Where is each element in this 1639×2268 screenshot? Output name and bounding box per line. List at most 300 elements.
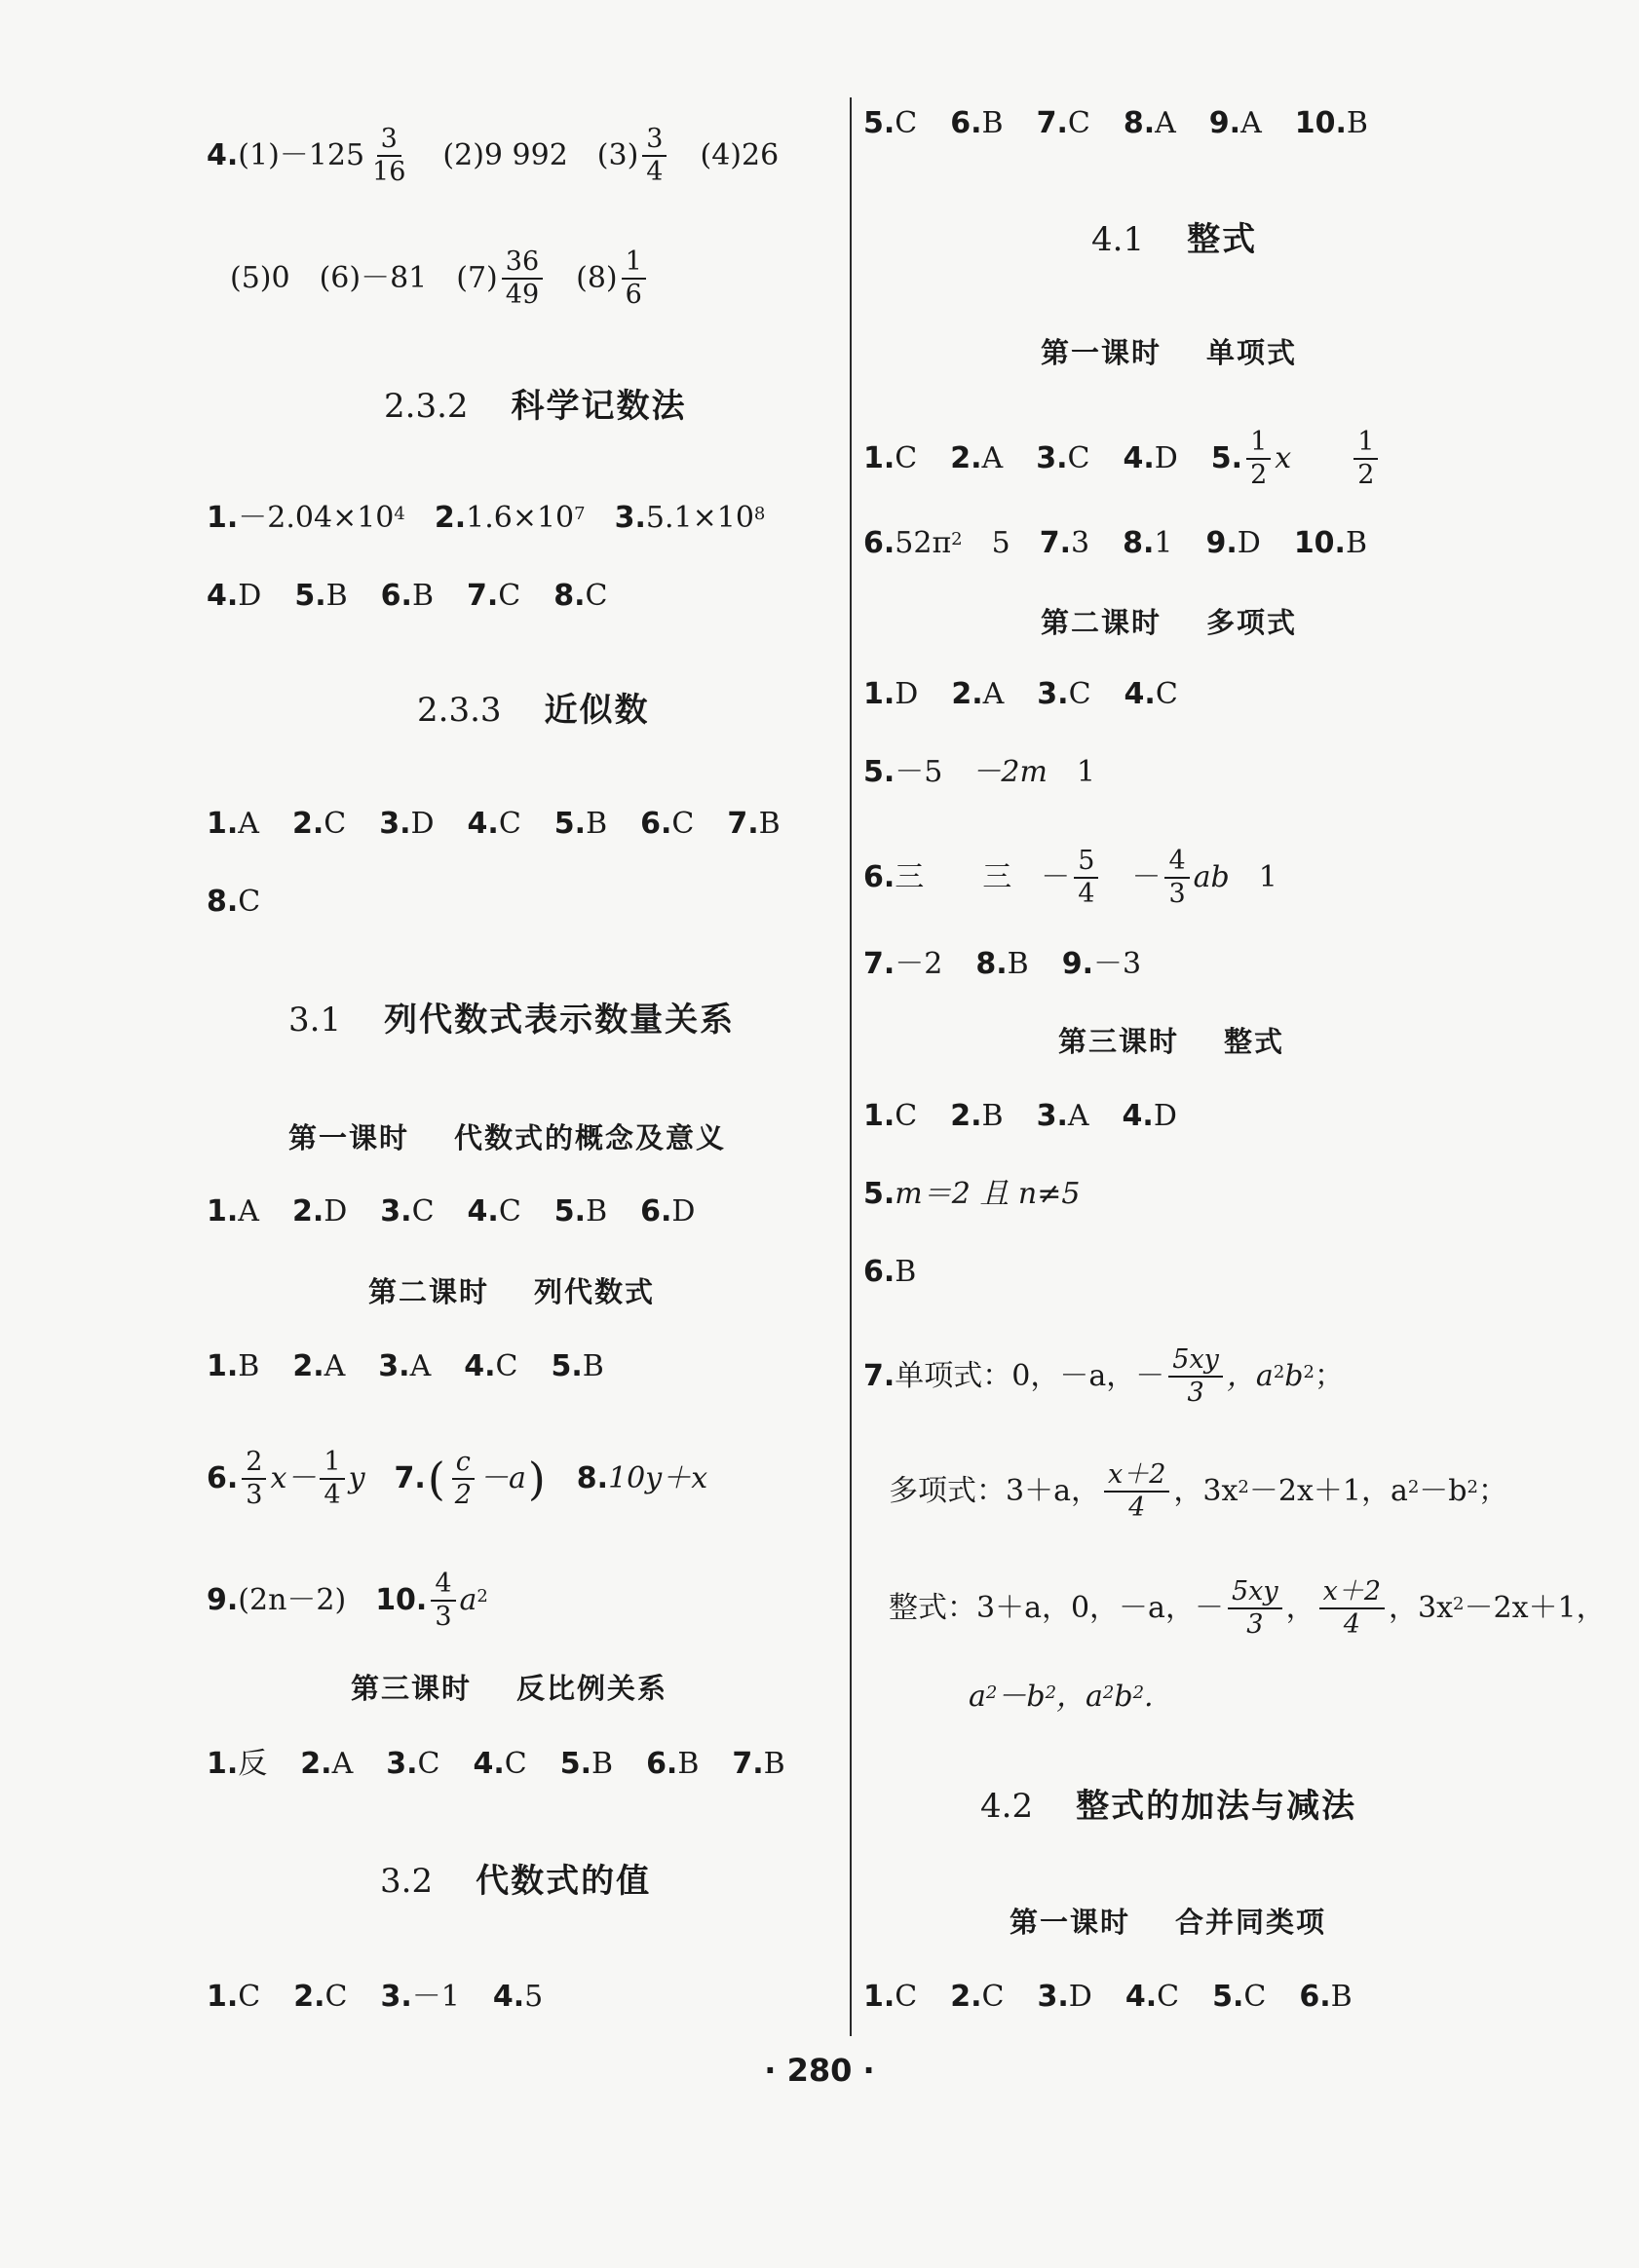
answer-text: b <box>1284 1359 1304 1393</box>
left-sci-row2 <box>207 577 641 616</box>
lesson-title: 多项式 <box>1206 606 1298 639</box>
numerator: 3 <box>377 124 401 157</box>
answer-text: ； <box>1477 1474 1507 1508</box>
question-number: 3. <box>380 1980 412 2014</box>
answer-text: D <box>238 579 262 613</box>
answer-text: b <box>1114 1680 1133 1714</box>
fraction <box>1228 1576 1282 1641</box>
fraction <box>1104 1459 1169 1524</box>
question-number: 4. <box>473 1747 505 1781</box>
section-number: 2.3.3 <box>417 691 502 730</box>
left-l2-row3: 9. (2n－2) 10. $\frac{4}{3}$ a $^2$ <box>207 1569 488 1632</box>
right-p-row4 <box>863 945 1174 984</box>
numerator: 1 <box>1353 427 1378 460</box>
answer-text: 1 <box>1154 526 1173 560</box>
right-p-row1 <box>863 675 1211 714</box>
denominator: 3 <box>435 1602 452 1632</box>
numerator: 5xy <box>1228 1576 1282 1609</box>
right-z-row7: a $^2$ －b $^2$ ，a $^2$ b $^2$ . <box>969 1678 1154 1717</box>
lesson-heading <box>1010 1903 1326 1942</box>
question-number: 1. <box>207 1194 239 1228</box>
section-number: 4.2 <box>980 1787 1034 1826</box>
question-number: 2. <box>293 1980 325 2014</box>
section-title: 近似数 <box>544 691 650 730</box>
section-title: 整式 <box>1187 220 1258 259</box>
answer-text: B <box>238 1349 260 1383</box>
answer-text: (1)－125 <box>238 138 365 172</box>
question-number: 8. <box>1123 106 1156 140</box>
section-number: 2.3.2 <box>384 387 469 426</box>
question-number: 6. <box>207 1461 239 1495</box>
lesson-heading <box>288 1118 726 1157</box>
question-number: 2. <box>291 1194 324 1228</box>
right-z-row3 <box>863 1253 916 1292</box>
question-number: 4. <box>1124 677 1156 711</box>
answer-text: (7) <box>456 261 498 295</box>
lesson-label: 第二课时 <box>368 1275 490 1308</box>
question-number: 1. <box>207 807 239 841</box>
question-number: 5. <box>863 755 896 789</box>
page-number: · 280 · <box>764 2052 875 2089</box>
question-number: 7. <box>863 1359 896 1393</box>
fraction <box>1353 427 1378 491</box>
answer-text: B <box>591 1747 614 1781</box>
lesson-heading <box>351 1669 667 1708</box>
answer-text: －b <box>997 1680 1046 1714</box>
answer-text: A <box>238 1194 259 1228</box>
answer-text: B <box>981 1099 1004 1133</box>
question-number: 9. <box>1061 947 1093 981</box>
answer-text: ，a <box>1226 1359 1274 1393</box>
answer-text: C <box>498 579 521 613</box>
answer-text: －2x＋1， <box>1464 1591 1606 1625</box>
left-l2-row1 <box>207 1347 637 1386</box>
answer-text: B <box>1330 1980 1353 2014</box>
numerator: 1 <box>320 1447 344 1480</box>
question-number: 6. <box>640 1194 672 1228</box>
fraction <box>642 124 667 188</box>
question-number: 3. <box>614 501 646 535</box>
fraction <box>1319 1576 1385 1641</box>
section-number: 3.1 <box>288 1001 342 1040</box>
section-heading-2-3-3 <box>417 689 650 732</box>
answer-text: a <box>459 1583 477 1617</box>
answer-text: C <box>324 807 347 841</box>
answer-text: (2)9 992 <box>442 138 568 172</box>
answer-text: y <box>348 1461 365 1495</box>
left-l2-row2: 6. $\frac{2}{3}$ x－ $\frac{1}{4}$ y 7. ( $\frac{c}{2}$ －a ) 8. 10y＋x <box>207 1447 708 1510</box>
question-number: 1. <box>207 1747 239 1781</box>
question-number: 8. <box>207 885 239 919</box>
answer-text: －5 <box>895 755 943 789</box>
question-number: 5. <box>1212 1980 1244 2014</box>
answer-text: A <box>238 807 259 841</box>
answer-text: D <box>671 1194 696 1228</box>
answer-text: B <box>763 1747 785 1781</box>
lesson-label: 第二课时 <box>1041 606 1163 639</box>
left-l3-row <box>207 1745 819 1784</box>
denominator: 2 <box>1357 460 1375 490</box>
question-number: 3. <box>1037 677 1069 711</box>
question-number: 5. <box>1210 441 1243 475</box>
right-z-row1 <box>863 1097 1210 1136</box>
answer-text: － <box>1041 860 1071 894</box>
question-number: 7. <box>732 1747 764 1781</box>
lesson-title: 单项式 <box>1206 336 1298 369</box>
answer-text: －2 <box>895 947 943 981</box>
answer-text: B <box>677 1747 700 1781</box>
answer-text: 三 <box>982 860 1012 894</box>
question-number: 6. <box>863 1255 896 1289</box>
denominator: 3 <box>246 1480 263 1510</box>
answer-text: m＝2 且 n≠5 <box>895 1177 1081 1211</box>
fraction <box>1246 427 1271 491</box>
answer-text: B <box>895 1255 917 1289</box>
question-number: 1. <box>863 1099 896 1133</box>
question-number: 2. <box>950 441 982 475</box>
right-z-row5: 多项式：3＋a， $\frac{x+2}{4}$ ，3x $^2$ －2x＋1，a $^2$ －b $^2$ ； <box>889 1459 1507 1523</box>
question-number: 7. <box>863 947 896 981</box>
question-number: 1. <box>207 501 239 535</box>
fraction <box>622 246 646 311</box>
answer-text: －b <box>1419 1474 1467 1508</box>
answer-text: 三 <box>895 860 925 894</box>
answer-text: C <box>1243 1980 1267 2014</box>
section-title: 代数式的值 <box>476 1862 652 1901</box>
section-title: 整式的加法与减法 <box>1076 1787 1357 1826</box>
answer-text: C <box>895 441 918 475</box>
answer-text: x <box>1275 441 1292 475</box>
denominator: 3 <box>1187 1378 1204 1408</box>
question-number: 3. <box>379 807 411 841</box>
denominator: 4 <box>1343 1609 1360 1640</box>
numerator: c <box>452 1447 475 1480</box>
numerator: 1 <box>622 246 646 280</box>
lesson-heading <box>1041 603 1297 642</box>
lesson-label: 第三课时 <box>351 1672 473 1705</box>
question-number: 1. <box>207 1980 239 2014</box>
lesson-title: 合并同类项 <box>1175 1906 1327 1939</box>
answer-text: C <box>238 885 261 919</box>
denominator: 2 <box>454 1480 472 1510</box>
answer-text: C <box>895 106 918 140</box>
question-number: 4. <box>207 138 239 172</box>
fraction <box>320 1447 344 1511</box>
answer-text: D <box>1154 441 1178 475</box>
question-number: 3. <box>378 1349 410 1383</box>
question-number: 5. <box>863 1177 896 1211</box>
answer-text: 5 <box>524 1980 544 2014</box>
question-number: 9. <box>207 1583 239 1617</box>
question-number: 9. <box>1208 106 1241 140</box>
answer-text: D <box>1153 1099 1177 1133</box>
denominator: 4 <box>1128 1493 1146 1523</box>
answer-text: C <box>498 1194 521 1228</box>
answer-text: －2.04×10 <box>238 501 395 535</box>
question-number: 5. <box>863 106 896 140</box>
denominator: 16 <box>372 157 406 187</box>
question-number: 6. <box>1299 1980 1331 2014</box>
section-title: 科学记数法 <box>511 387 687 426</box>
question-number: 8. <box>975 947 1008 981</box>
answer-text: (5)0 <box>230 261 290 295</box>
fraction <box>1074 846 1098 910</box>
answer-text: －3 <box>1092 947 1142 981</box>
right-h-row <box>863 1978 1386 2017</box>
answer-text: B <box>1345 526 1368 560</box>
question-number: 4. <box>1123 441 1155 475</box>
answer-text: B <box>586 807 608 841</box>
answer-text: A <box>1067 1099 1089 1133</box>
question-number: 10. <box>375 1583 428 1617</box>
answer-text: (4)26 <box>700 138 780 172</box>
numerator: 1 <box>1246 427 1271 460</box>
right-z-row6: 整式：3＋a，0，－a，－ $\frac{5xy}{3}$ ， $\frac{x+2}{4}$ ，3x $^2$ －2x＋1， <box>889 1576 1606 1640</box>
question-number: 1. <box>863 1980 896 2014</box>
question-number: 5. <box>551 1349 583 1383</box>
answer-text: ，a <box>1056 1680 1103 1714</box>
answer-text: 52π <box>895 526 952 560</box>
answer-text: C <box>417 1747 440 1781</box>
denominator: 4 <box>646 157 664 187</box>
answer-text: 1 <box>1258 860 1277 894</box>
question-number: 7. <box>1036 106 1068 140</box>
question-number: 10. <box>1294 106 1347 140</box>
answer-text: B <box>586 1194 608 1228</box>
numerator: 4 <box>1164 846 1189 879</box>
answer-text: D <box>324 1194 348 1228</box>
question-number: 5. <box>553 1194 587 1228</box>
question-number: 6. <box>380 579 412 613</box>
question-number: 10. <box>1293 526 1346 560</box>
answer-text: B <box>1346 106 1368 140</box>
question-number: 4. <box>467 807 499 841</box>
answer-text: B <box>758 807 781 841</box>
answer-text: (2n－2) <box>238 1583 347 1617</box>
answer-text: ， <box>1285 1591 1315 1625</box>
question-number: 2. <box>291 807 324 841</box>
section-heading-4-2 <box>980 1785 1356 1828</box>
answer-text: D <box>895 677 919 711</box>
right-m-row1 <box>863 427 1382 491</box>
right-top-row <box>863 104 1401 143</box>
right-p-row3 <box>863 846 1277 910</box>
question-number: 7. <box>394 1461 426 1495</box>
section-heading-2-3-2 <box>384 385 687 428</box>
left-sci-row1: 1. －2.04×10 $^4$ 2. 1.6×10 $^7$ 3. 5.1×10 $^8$ <box>207 499 765 538</box>
question-number: 3. <box>386 1747 418 1781</box>
section-title: 列代数式表示数量关系 <box>384 1001 736 1040</box>
lesson-title: 整式 <box>1224 1025 1285 1058</box>
numerator: 5 <box>1074 846 1098 879</box>
answer-text: A <box>982 677 1005 711</box>
fraction <box>242 1447 266 1511</box>
question-number: 2. <box>300 1747 332 1781</box>
fraction <box>1168 1344 1223 1409</box>
denominator: 49 <box>505 280 540 310</box>
lesson-label: 第一课时 <box>1041 336 1163 369</box>
numerator: 5xy <box>1168 1344 1223 1378</box>
denominator: 2 <box>1250 460 1268 490</box>
answer-text: C <box>1155 677 1178 711</box>
answer-text: B <box>325 579 348 613</box>
answer-text: D <box>1068 1980 1092 2014</box>
answer-text: C <box>324 1980 348 2014</box>
answer-text: D <box>410 807 435 841</box>
denominator: 3 <box>1246 1609 1264 1640</box>
answer-text: C <box>238 1980 261 2014</box>
numerator: x＋2 <box>1319 1576 1385 1609</box>
numerator: 36 <box>502 246 543 280</box>
numerator: x＋2 <box>1104 1459 1169 1493</box>
fraction <box>451 1447 476 1511</box>
answer-text: ； <box>1314 1359 1344 1393</box>
answer-text: C <box>585 579 608 613</box>
answer-text: C <box>1067 106 1090 140</box>
answer-text: ，3x <box>1173 1474 1239 1508</box>
lesson-label: 第三课时 <box>1058 1025 1180 1058</box>
question-number: 2. <box>434 501 467 535</box>
question-number: 2. <box>951 677 983 711</box>
question-number: 5. <box>553 807 587 841</box>
section-number: 3.2 <box>380 1862 434 1901</box>
question-number: 9. <box>1205 526 1238 560</box>
left-approx-row2 <box>207 883 293 922</box>
lesson-label: 第一课时 <box>1010 1906 1131 1939</box>
question-number: 7. <box>467 579 499 613</box>
lesson-heading <box>368 1272 655 1311</box>
answer-text: C <box>411 1194 435 1228</box>
question-number: 1. <box>863 677 896 711</box>
answer-text: A <box>1155 106 1176 140</box>
answer-text: B <box>582 1349 604 1383</box>
right-z-row4: 7. 单项式：0，－a，－ $\frac{5xy}{3}$ ，a $^2$ b $^2$ ； <box>863 1344 1344 1408</box>
lesson-title: 代数式的概念及意义 <box>454 1121 727 1154</box>
answer-text: 整式：3＋a，0，－a，－ <box>889 1591 1224 1625</box>
answer-text: C <box>671 807 695 841</box>
question-number: 6. <box>863 860 896 894</box>
denominator: 4 <box>324 1480 341 1510</box>
lesson-title: 反比例关系 <box>516 1672 668 1705</box>
left-s32-row <box>207 1978 576 2017</box>
fraction <box>431 1569 455 1633</box>
right-p-row2 <box>863 753 1095 792</box>
answer-text: A <box>409 1349 432 1383</box>
answer-text: 5.1×10 <box>645 501 754 535</box>
question-number: 6. <box>640 807 672 841</box>
answer-text: ab <box>1193 860 1230 894</box>
question-number: 5. <box>294 579 326 613</box>
numerator: 2 <box>242 1447 266 1480</box>
question-number: 3. <box>1037 1980 1069 2014</box>
answer-text: 1 <box>1076 755 1096 789</box>
denominator: 4 <box>1078 879 1095 909</box>
question-number: 6. <box>950 106 982 140</box>
question-number: 4. <box>1122 1099 1154 1133</box>
left-l1-row <box>207 1192 728 1231</box>
section-heading-3-1 <box>288 999 735 1041</box>
fraction <box>1164 846 1189 910</box>
answer-text: a <box>969 1680 986 1714</box>
question-number: 8. <box>553 579 586 613</box>
question-number: 4. <box>467 1194 499 1228</box>
question-number: 7. <box>1039 526 1071 560</box>
question-number: 6. <box>863 526 896 560</box>
question-number: 4. <box>207 579 239 613</box>
question-number: 6. <box>646 1747 678 1781</box>
answer-text: (3) <box>596 138 639 172</box>
fraction <box>502 246 543 311</box>
section-number: 4.1 <box>1091 220 1145 259</box>
answer-text: (8) <box>576 261 618 295</box>
question-number: 1. <box>207 1349 239 1383</box>
answer-text: A <box>324 1349 346 1383</box>
lesson-heading <box>1058 1022 1284 1061</box>
answer-text: 1.6×10 <box>466 501 575 535</box>
answer-text: －2m <box>972 755 1048 789</box>
answer-text: C <box>1068 677 1091 711</box>
denominator: 6 <box>625 280 642 310</box>
answer-text: 单项式：0，－a，－ <box>895 1359 1165 1393</box>
column-divider <box>850 97 852 2036</box>
answer-text: 3 <box>1071 526 1090 560</box>
left-q4-row2 <box>230 246 650 311</box>
answer-text: 5 <box>991 526 1010 560</box>
question-number: 4. <box>464 1349 496 1383</box>
answer-text: D <box>1237 526 1261 560</box>
lesson-label: 第一课时 <box>288 1121 410 1154</box>
answer-text: C <box>895 1099 918 1133</box>
left-approx-row1 <box>207 805 814 844</box>
question-number: 1. <box>863 441 896 475</box>
answer-text: . <box>1144 1680 1154 1714</box>
left-q4-row1 <box>207 124 779 188</box>
numerator: 3 <box>642 124 667 157</box>
answer-text: 10y＋x <box>608 1461 708 1495</box>
right-z-row2 <box>863 1175 1080 1214</box>
question-number: 4. <box>492 1980 525 2014</box>
question-number: 2. <box>950 1980 982 2014</box>
right-m-row2: 6. 52π $^2$ 5 7. 3 8. 1 9. D 10. B <box>863 524 1400 563</box>
answer-text: －2x＋1，a <box>1248 1474 1408 1508</box>
answer-text: C <box>981 1980 1005 2014</box>
answer-text: C <box>1157 1980 1180 2014</box>
question-number: 5. <box>559 1747 592 1781</box>
question-number: 8. <box>1123 526 1155 560</box>
answer-text: B <box>411 579 434 613</box>
question-number: 3. <box>380 1194 412 1228</box>
answer-text: C <box>498 807 521 841</box>
answer-text: 反 <box>238 1747 268 1781</box>
answer-text: 多项式：3＋a， <box>889 1474 1100 1508</box>
answer-text: A <box>331 1747 354 1781</box>
answer-text: A <box>1240 106 1262 140</box>
answer-text: － <box>1131 860 1162 894</box>
question-number: 2. <box>292 1349 324 1383</box>
answer-text: C <box>504 1747 527 1781</box>
answer-text: B <box>981 106 1004 140</box>
question-number: 3. <box>1036 441 1068 475</box>
denominator: 3 <box>1168 879 1186 909</box>
numerator: 4 <box>431 1569 455 1602</box>
lesson-heading <box>1041 333 1297 372</box>
answer-text: C <box>895 1980 918 2014</box>
question-number: 8. <box>576 1461 609 1495</box>
answer-text: C <box>495 1349 518 1383</box>
lesson-title: 列代数式 <box>534 1275 656 1308</box>
question-number: 7. <box>727 807 759 841</box>
answer-text: B <box>1007 947 1029 981</box>
